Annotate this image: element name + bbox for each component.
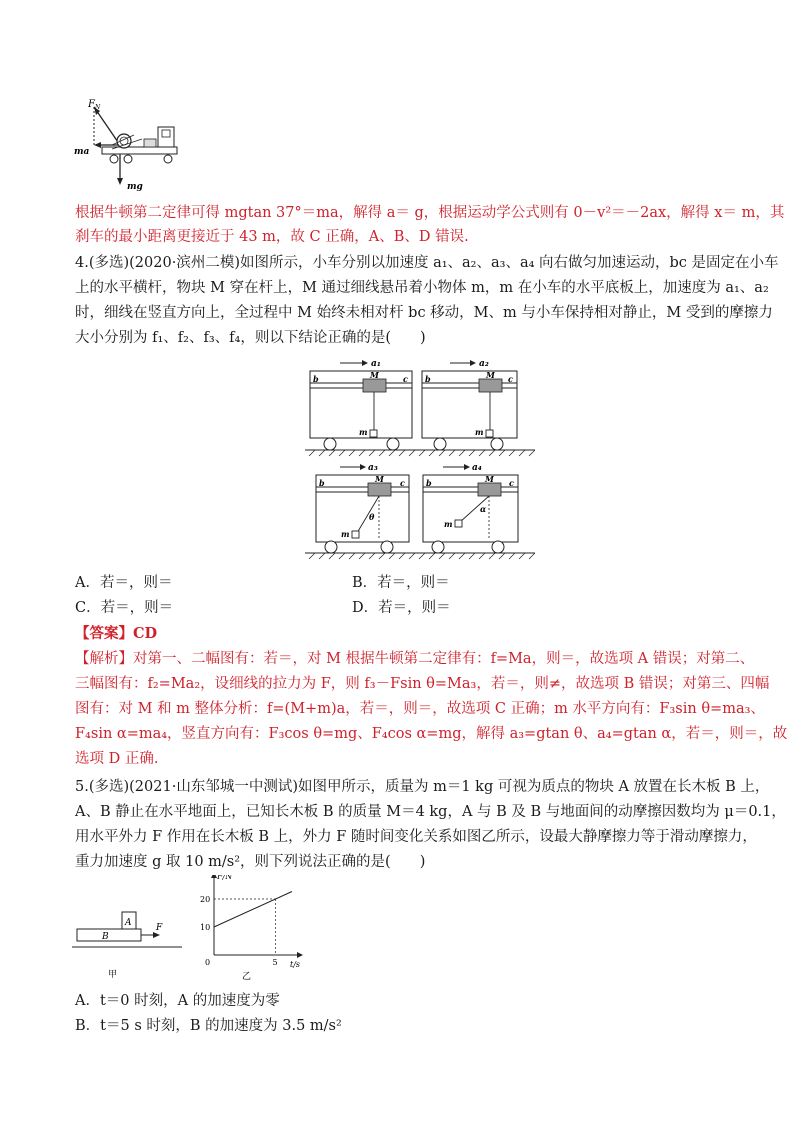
q5-option-b[interactable]: B．t＝5 s 时刻，B 的加速度为 3.5 m/s²: [75, 1018, 342, 1034]
cart-4: [423, 463, 518, 553]
q4-option-c[interactable]: C．若＝，则＝: [75, 600, 174, 616]
q4-answer: 【答案】CD: [75, 625, 158, 642]
ma-label: ma: [74, 147, 90, 157]
q3-solution-line-2: 刹车的最小距离更接近于 43 m，故 C 正确，A、B、D 错误.: [75, 229, 469, 245]
a3-label: a₃: [368, 463, 378, 473]
q4-analysis-line-5: 选项 D 正确.: [75, 751, 159, 767]
q4-analysis-line-3: 图有：对 M 和 m 整体分析：f=(M+m)a，若＝，则＝，故选项 C 正确；m 水平方向有：F₃sin θ=ma₃、: [75, 701, 765, 717]
q4-option-d[interactable]: D．若＝，则＝: [352, 600, 451, 616]
cart-3: [316, 463, 409, 553]
q5-stem-line-1: 5.(多选)(2021·山东邹城一中测试)如图甲所示，质量为 m＝1 kg 可视为质点的物块 A 放置在长木板 B 上，: [75, 779, 770, 795]
svg-text:c: c: [400, 478, 405, 488]
q4-stem-line-4: 大小分别为 f₁、f₂、f₃、f₄，则以下结论正确的是( ): [75, 330, 426, 346]
svg-text:c: c: [508, 374, 513, 384]
svg-text:M: M: [375, 474, 384, 484]
x-axis-arrow: [297, 952, 303, 958]
q5-figure-jia: [72, 905, 182, 985]
q3-solution-line-1: 根据牛顿第二定律可得 mgtan 37°＝ma，解得 a＝ g，根据运动学公式则有 0－v²＝－2ax，解得 x＝ m，其: [75, 205, 785, 221]
q4-stem-line-1: 4.(多选)(2020·滨州二模)如图所示，小车分别以加速度 a₁、a₂、a₃、a₄ 向右做匀加速运动，bc 是固定在小车: [75, 255, 779, 271]
q4-analysis-line-2: 三幅图有：f₂=Ma₂，设细线的拉力为 F，则 f₃－Fsin θ=Ma₃，若＝，则≠，故选项 B 错误；对第三、四幅: [75, 676, 770, 692]
y-axis-label: F/N: [217, 875, 233, 881]
svg-text:M: M: [486, 370, 495, 380]
svg-text:m: m: [359, 427, 368, 437]
svg-text:b: b: [319, 478, 325, 488]
q5-stem-line-3: 用水平外力 F 作用在长木板 B 上，外力 F 随时间变化关系如图乙所示，设最大静摩擦力等于滑动摩擦力，: [75, 829, 757, 845]
y-tick-10: 10: [200, 923, 211, 932]
q4-option-a[interactable]: A．若＝，则＝: [75, 575, 173, 591]
svg-text:θ: θ: [369, 512, 375, 522]
a1-label: a₁: [371, 359, 381, 369]
q4-analysis-line-1: 【解析】对第一、二幅图有：若＝，对 M 根据牛顿第二定律有：f=Ma，则＝，故选项 A 错误；对第二、: [75, 651, 755, 667]
svg-text:B: B: [102, 932, 109, 942]
svg-text:M: M: [485, 474, 494, 484]
a2-label: a₂: [479, 359, 489, 369]
q4-option-b[interactable]: B．若＝，则＝: [352, 575, 450, 591]
cart-2: [422, 359, 517, 450]
svg-text:c: c: [509, 478, 514, 488]
q5-stem-line-2: A、B 静止在水平地面上，已知长木板 B 的质量 M＝4 kg，A 与 B 及 B 与地面间的动摩擦因数均为 μ＝0.1，: [75, 804, 786, 820]
svg-text:b: b: [425, 374, 431, 384]
svg-text:c: c: [403, 374, 408, 384]
q5-figure-yi-chart: [192, 875, 312, 987]
svg-text:α: α: [480, 504, 487, 514]
cart-1: [310, 359, 412, 450]
svg-text:m: m: [444, 519, 453, 529]
mg-label: mg: [127, 182, 143, 192]
a4-label: a₄: [472, 463, 482, 473]
fn-label: $F_N$: [88, 99, 101, 111]
svg-text:M: M: [370, 370, 379, 380]
truck-force-figure: [72, 95, 192, 195]
x-tick-5: 5: [272, 958, 278, 967]
fig-yi-caption: 乙: [242, 972, 252, 982]
q4-stem-line-2: 上的水平横杆，物块 M 穿在杆上，M 通过细线悬吊着小物体 m，m 在小车的水平底板上，加速度为 a₁、a₂: [75, 280, 769, 296]
x-axis-label: t/s: [290, 960, 301, 969]
x-tick-0: 0: [205, 958, 211, 967]
q4-analysis-line-4: F₄sin α=ma₄，竖直方向有：F₃cos θ=mg、F₄cos α=mg，解得 a₃=gtan θ、a₄=gtan α，若＝，则＝，故: [75, 726, 788, 742]
q4-stem-line-3: 时，细线在竖直方向上，全过程中 M 始终未相对杆 bc 移动，M、m 与小车保持相对静止，M 受到的摩擦力: [75, 305, 773, 321]
fig-jia-caption: 甲: [108, 970, 118, 980]
series-line: [214, 892, 292, 927]
svg-text:m: m: [475, 427, 484, 437]
svg-text:b: b: [313, 374, 319, 384]
q4-carts-figure: [305, 355, 535, 567]
svg-text:F: F: [156, 923, 163, 933]
svg-text:A: A: [125, 918, 132, 928]
svg-text:b: b: [426, 478, 432, 488]
q5-option-a[interactable]: A．t＝0 时刻，A 的加速度为零: [75, 993, 280, 1009]
svg-text:m: m: [341, 529, 350, 539]
y-tick-20: 20: [200, 895, 211, 904]
q5-stem-line-4: 重力加速度 g 取 10 m/s²，则下列说法正确的是( ): [75, 854, 426, 870]
